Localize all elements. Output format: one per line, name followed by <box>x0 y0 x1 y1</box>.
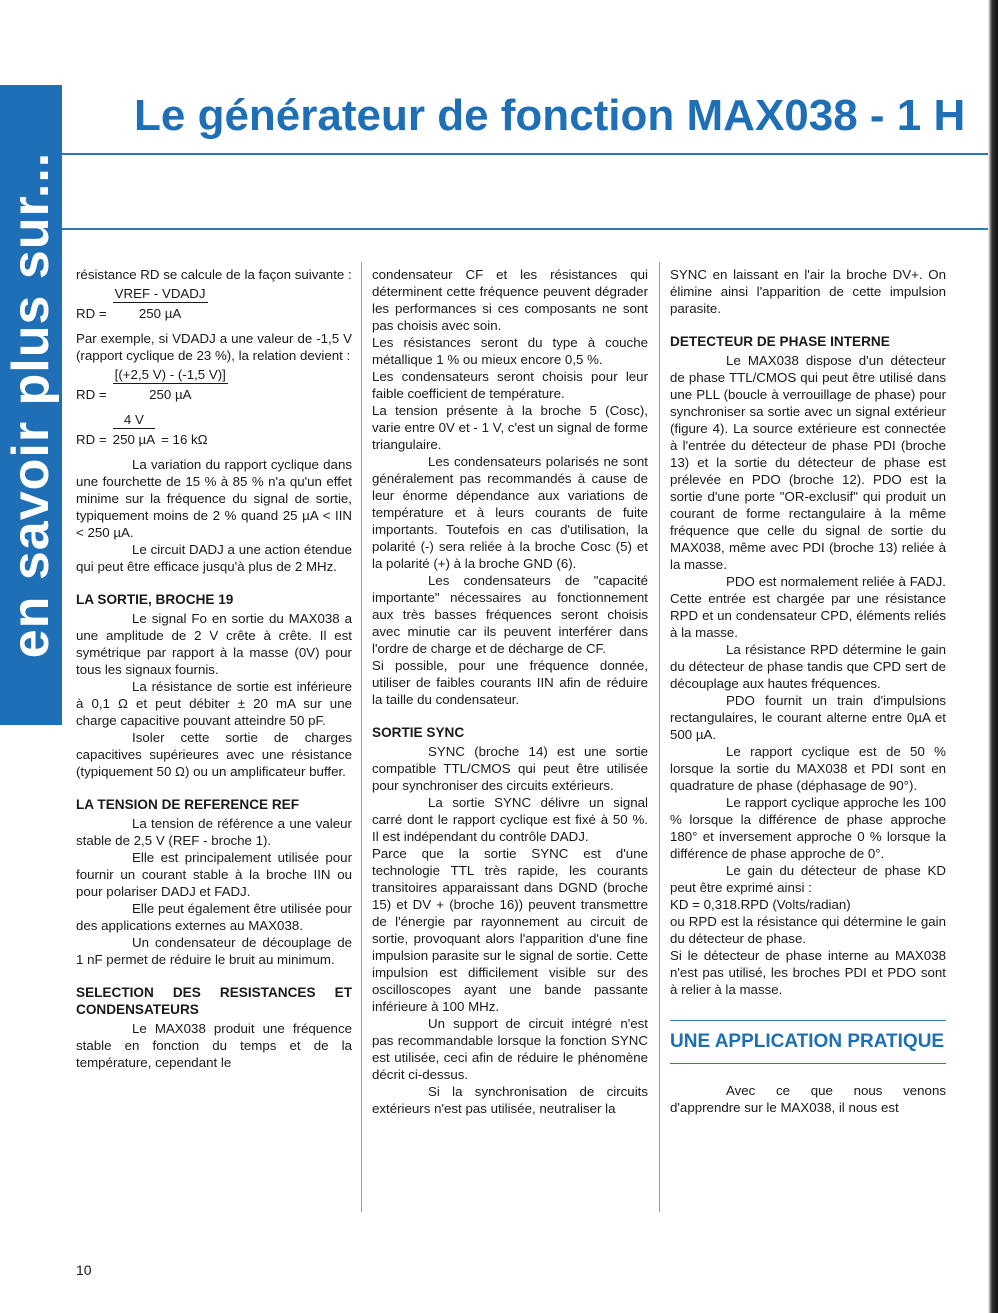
paragraph: Le signal Fo en sortie du MAX038 a une amplitude de 2 V crête à crête. Il est symétrique par rapport à la masse (0V) pour tous les signaux fournis. <box>76 611 352 677</box>
paragraph: Le circuit DADJ a une action étendue qui peut être efficace jusqu'à plus de 2 MHz. <box>76 542 352 574</box>
paragraph: Avec ce que nous venons d'apprendre sur le MAX038, il nous est <box>670 1083 946 1115</box>
formula-lhs: RD = <box>76 387 107 402</box>
formula-numerator: VREF - VDADJ <box>114 286 206 301</box>
paragraph: La sortie SYNC délivre un signal carré dont le rapport cyclique est fixé à 50 %. Il est indépendant du contrôle DADJ. <box>372 795 648 844</box>
paragraph: La variation du rapport cyclique dans une fourchette de 15 % à 85 % n'a qu'un effet minime sur la fréquence du signal de sortie, typiquement moins de 2 % quand 25 µA < IIN < 250 µA. <box>76 457 352 540</box>
paragraph: SYNC (broche 14) est une sortie compatible TTL/CMOS qui peut être utilisée pour synchroniser des circuits extérieurs. <box>372 744 648 793</box>
section-heading: LA SORTIE, BROCHE 19 <box>76 592 234 607</box>
title-band <box>62 85 998 155</box>
column-3 <box>670 266 946 1116</box>
paragraph: Le MAX038 dispose d'un détecteur de phase TTL/CMOS qui peut être utilisé dans une PLL (boucle à verrouillage de phase) pour synchroniser sa sortie avec un signal extérieur (figure 4). La source extérieure est connectée à l'entrée du détecteur de phase PDI (broche 13) et la sortie du détecteur de phase est prélevée en PDO (broche 12). PDO est la sortie d'une porte "OR-exclusif" qui produit un courant de forme rectangulaire à la même fréquence que celle du signal de sortie du MAX038, même avec PDI (broche 13) reliée à la masse. <box>670 353 946 572</box>
paragraph: Elle peut également être utilisée pour des applications externes au MAX038. <box>76 901 352 933</box>
paragraph: La tension de référence a une valeur stable de 2,5 V (REF - broche 1). <box>76 816 352 848</box>
paragraph: La résistance de sortie est inférieure à 0,1 Ω et peut débiter ± 20 mA sur une charge capacitive pouvant atteindre 50 pF. <box>76 679 352 728</box>
column-1 <box>76 266 352 1071</box>
paragraph: Le rapport cyclique est de 50 % lorsque la sortie du MAX038 et PDI sont en quadrature de phase (déphasage de 90°). <box>670 744 946 793</box>
paragraph: Un support de circuit intégré n'est pas recommandable lorsque la fonction SYNC est utilisée, ceci afin de réduire le phénomène décrit ci-dessus. <box>372 1016 648 1082</box>
formula-lhs: RD = <box>76 306 107 321</box>
paragraph: Elle est principalement utilisée pour fournir un courant stable à la broche IIN ou pour polariser DADJ et FADJ. <box>76 850 352 899</box>
paragraph: Par exemple, si VDADJ a une valeur de -1,5 V (rapport cyclique de 23 %), la relation devient : <box>76 331 352 363</box>
paragraph: ou RPD est la résistance qui détermine le gain du détecteur de phase. <box>670 914 946 946</box>
formula-result: = 16 kΩ <box>161 432 208 447</box>
column-separator <box>361 262 362 1212</box>
header-rule <box>62 228 998 230</box>
paragraph: résistance RD se calcule de la façon suivante : <box>76 267 352 282</box>
paragraph: Isoler cette sortie de charges capacitives supérieures avec une résistance (typiquement 50 Ω) ou un amplificateur buffer. <box>76 730 352 779</box>
paragraph: SYNC en laissant en l'air la broche DV+. On élimine ainsi l'apparition de cette impulsion parasite. <box>670 267 946 316</box>
paragraph: Le gain du détecteur de phase KD peut être exprimé ainsi : <box>670 863 946 895</box>
formula-numerator: [(+2,5 V) - (-1,5 V)] <box>114 367 226 382</box>
formula-numerator: 4 V <box>113 411 155 429</box>
section-heading: SORTIE SYNC <box>372 725 465 740</box>
paragraph: condensateur CF et les résistances qui déterminent cette fréquence peuvent dégrader les performances si ces composants ne sont pas choisis avec soin. <box>372 267 648 333</box>
column-separator <box>659 262 660 1212</box>
paragraph: Un condensateur de découplage de 1 nF permet de réduire le bruit au minimum. <box>76 935 352 967</box>
section-heading: DETECTEUR DE PHASE INTERNE <box>670 334 890 349</box>
formula-lhs: RD = <box>76 432 107 447</box>
paragraph: Les condensateurs seront choisis pour leur faible coefficient de température. <box>372 369 648 401</box>
page-number: 10 <box>76 1262 92 1278</box>
paragraph: Si possible, pour une fréquence donnée, utiliser de faibles courants IIN afin de réduire la taille du condensateur. <box>372 658 648 707</box>
article-title: Le générateur de fonction MAX038 - 1 H <box>134 91 966 140</box>
paragraph: Parce que la sortie SYNC est d'une technologie TTL très rapide, les courants transitoires apparaissant dans DGND (broche 15) et DV + (broche 16)) peuvent transmettre de l'énergie par rayonnement au circuit de sortie, provoquant alors l'apparition d'une fine impulsion parasite sur le signal de sortie. Cette impulsion est difficilement visible sur des oscilloscopes ayant une bande passante inférieure à 100 MHz. <box>372 846 648 1014</box>
paragraph: Les résistances seront du type à couche métallique 1 % ou mieux encore 0,5 %. <box>372 335 648 367</box>
paragraph: PDO est normalement reliée à FADJ. Cette entrée est chargée par une résistance RPD et un condensateur CPD, éléments reliés à la masse. <box>670 574 946 640</box>
formula-denominator: 250 µA <box>149 387 192 402</box>
paragraph: Si le détecteur de phase interne au MAX038 n'est pas utilisé, les broches PDI et PDO sont à relier à la masse. <box>670 948 946 997</box>
section-heading: SELECTION DES RESISTANCES ET CONDENSATEURS <box>76 985 352 1017</box>
paragraph: Le MAX038 produit une fréquence stable en fonction du temps et de la température, cependant le <box>76 1021 352 1070</box>
formula-rd-3 <box>76 411 352 448</box>
paragraph: Les condensateurs de "capacité importante" nécessaires au fonctionnement aux très basses fréquences seront choisis avec minutie car ils peuvent interférer dans l'ordre de charge et de décharge de CF. <box>372 573 648 656</box>
formula-kd: KD = 0,318.RPD (Volts/radian) <box>670 897 851 912</box>
paragraph: La tension présente à la broche 5 (Cosc), varie entre 0V et - 1 V, c'est un signal de forme triangulaire. <box>372 403 648 452</box>
sidebar-band <box>0 85 62 725</box>
paragraph: Le rapport cyclique approche les 100 % lorsque la différence de phase approche 180° et inversement approche 0 % lorsque la différence de phase approche de 0°. <box>670 795 946 861</box>
paragraph: Les condensateurs polarisés ne sont généralement pas recommandés à cause de leur énorme dépendance aux variations de température et à leurs courants de fuite importants. Toutefois en cas d'utilisation, la polarité (-) sera reliée à la broche Cosc (5) et la polarité (+) à la broche GND (6). <box>372 454 648 571</box>
formula-denominator: 250 µA <box>138 306 182 321</box>
formula-denominator: 250 µA <box>112 432 156 447</box>
section-heading: LA TENSION DE REFERENCE REF <box>76 797 300 812</box>
application-heading: UNE APPLICATION PRATIQUE <box>670 1020 946 1064</box>
formula-rd-1 <box>76 285 352 322</box>
column-2 <box>372 266 648 1117</box>
formula-rd-2 <box>76 366 352 403</box>
paragraph: Si la synchronisation de circuits extérieurs n'est pas utilisée, neutraliser la <box>372 1084 648 1116</box>
sidebar-rubric: en savoir plus sur... <box>2 151 60 659</box>
page-edge-shadow <box>988 0 998 1313</box>
paragraph: PDO fournit un train d'impulsions rectangulaires, le courant alterne entre 0µA et 500 µA. <box>670 693 946 742</box>
paragraph: La résistance RPD détermine le gain du détecteur de phase tandis que CPD sert de découplage aux hautes fréquences. <box>670 642 946 691</box>
